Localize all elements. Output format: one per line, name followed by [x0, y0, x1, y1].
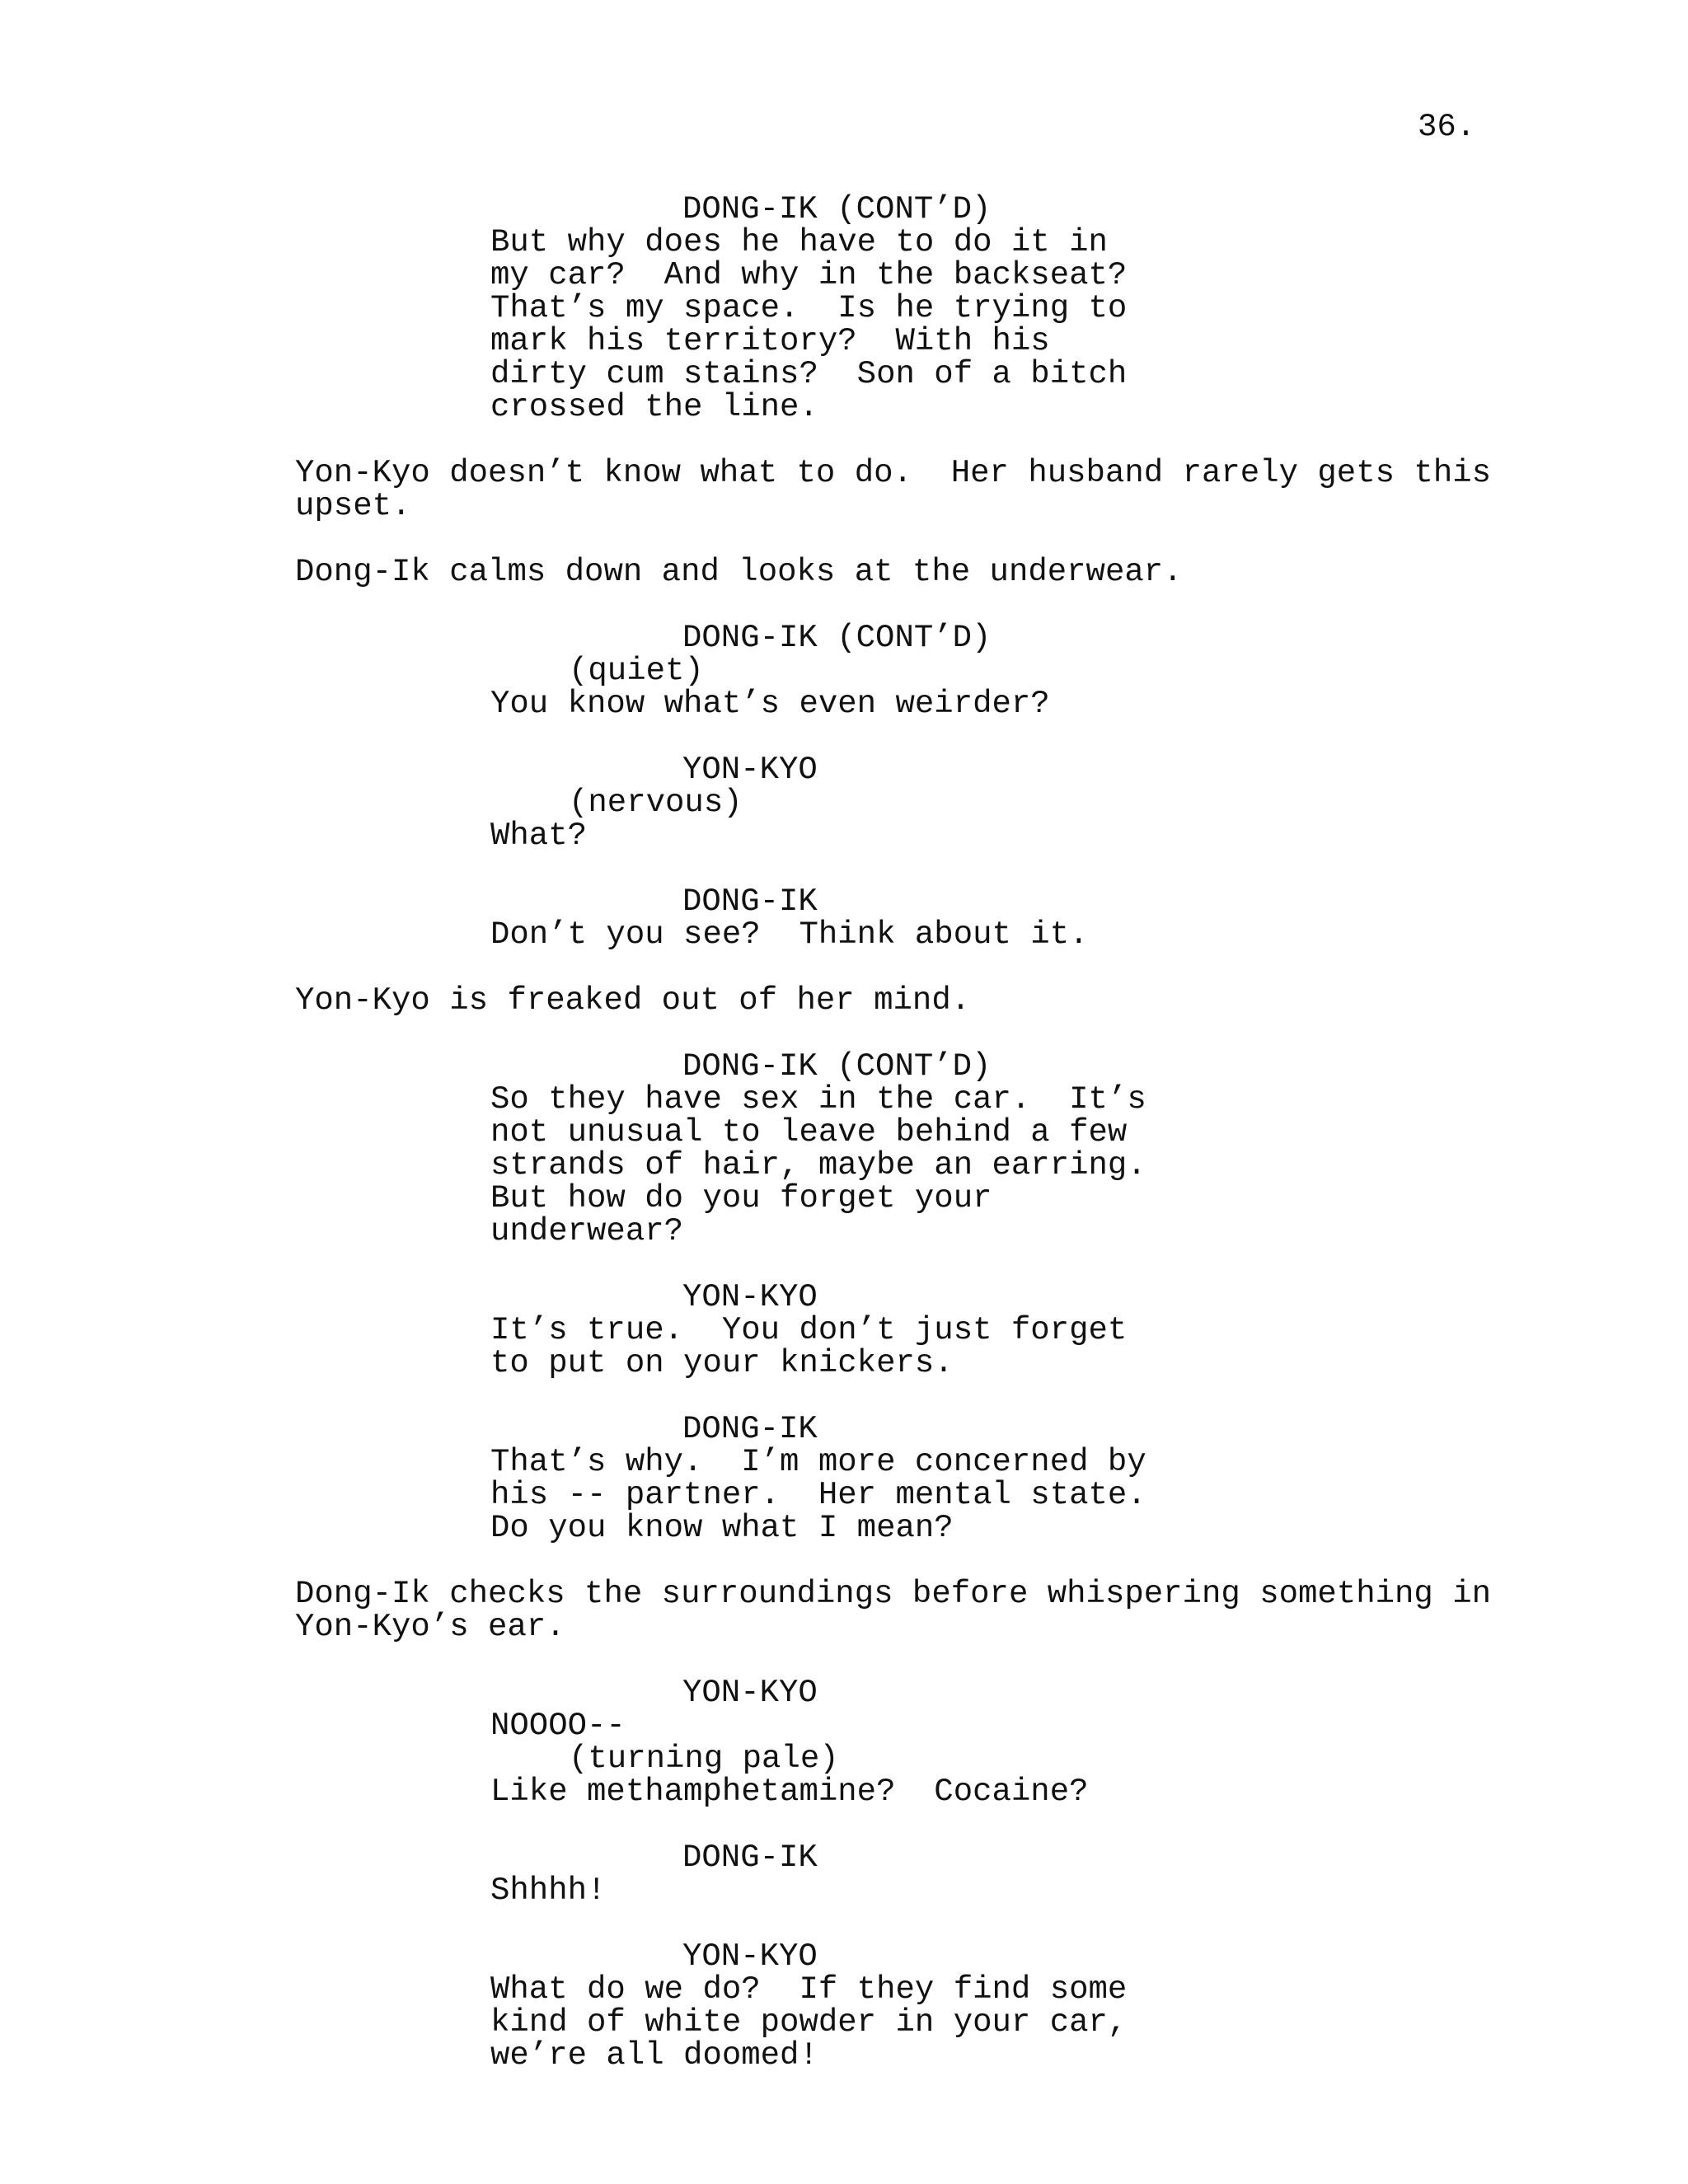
dialogue-line: kind of white powder in your car,: [490, 2004, 1128, 2041]
dialogue-line: dirty cum stains? Son of a bitch: [490, 356, 1128, 392]
action-line: Dong-Ik calms down and looks at the underwear.: [295, 554, 1183, 590]
character-cue: DONG-IK: [682, 1840, 818, 1876]
character-cue: DONG-IK (CONT’D): [682, 191, 992, 227]
dialogue-line: What?: [490, 818, 588, 854]
character-cue: DONG-IK (CONT’D): [682, 620, 992, 656]
character-cue: YON-KYO: [682, 1675, 818, 1711]
dialogue-line: Shhhh!: [490, 1872, 607, 1909]
dialogue-line: NOOOO--: [490, 1708, 626, 1744]
action-line: Yon-Kyo doesn’t know what to do. Her husband rarely gets this: [295, 455, 1492, 491]
parenthetical: (nervous): [569, 785, 743, 821]
action-line: Dong-Ik checks the surroundings before whispering something in: [295, 1576, 1492, 1612]
action-line: upset.: [295, 488, 411, 524]
page-number: 36.: [1418, 109, 1476, 145]
dialogue-line: strands of hair, maybe an earring.: [490, 1147, 1146, 1183]
dialogue-line: we’re all doomed!: [490, 2037, 818, 2074]
dialogue-line: mark his territory? With his: [490, 323, 1050, 359]
action-line: Yon-Kyo’s ear.: [295, 1609, 565, 1645]
dialogue-line: That’s why. I’m more concerned by: [490, 1444, 1146, 1480]
character-cue: DONG-IK (CONT’D): [682, 1048, 992, 1085]
dialogue-line: to put on your knickers.: [490, 1345, 954, 1381]
dialogue-line: What do we do? If they find some: [490, 1971, 1128, 2008]
dialogue-line: his -- partner. Her mental state.: [490, 1477, 1146, 1513]
parenthetical: (turning pale): [569, 1741, 839, 1777]
dialogue-line: my car? And why in the backseat?: [490, 257, 1128, 293]
dialogue-line: not unusual to leave behind a few: [490, 1114, 1128, 1151]
character-cue: DONG-IK: [682, 1411, 818, 1447]
dialogue-line: That’s my space. Is he trying to: [490, 290, 1128, 326]
dialogue-line: underwear?: [490, 1213, 684, 1249]
dialogue-line: Like methamphetamine? Cocaine?: [490, 1774, 1089, 1810]
character-cue: DONG-IK: [682, 883, 818, 920]
parenthetical: (quiet): [569, 653, 704, 689]
character-cue: YON-KYO: [682, 1938, 818, 1975]
dialogue-line: It’s true. You don’t just forget: [490, 1312, 1128, 1348]
dialogue-line: Do you know what I mean?: [490, 1510, 954, 1546]
character-cue: YON-KYO: [682, 1279, 818, 1315]
dialogue-line: But why does he have to do it in: [490, 224, 1108, 260]
dialogue-line: Don’t you see? Think about it.: [490, 916, 1089, 953]
dialogue-line: But how do you forget your: [490, 1180, 992, 1216]
dialogue-line: You know what’s even weirder?: [490, 686, 1050, 722]
character-cue: YON-KYO: [682, 752, 818, 788]
action-line: Yon-Kyo is freaked out of her mind.: [295, 982, 971, 1019]
dialogue-line: crossed the line.: [490, 389, 818, 425]
dialogue-line: So they have sex in the car. It’s: [490, 1081, 1146, 1118]
